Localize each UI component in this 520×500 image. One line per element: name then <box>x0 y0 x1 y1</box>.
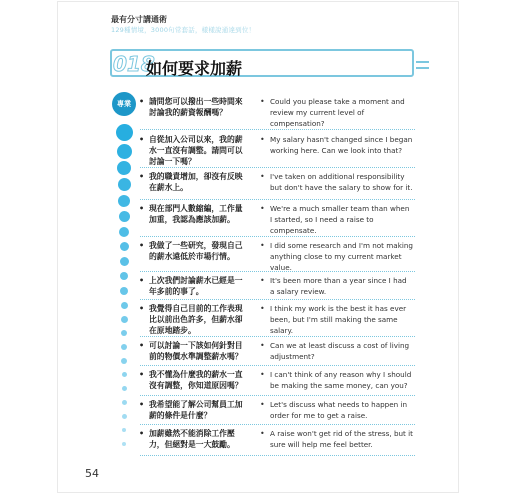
bullet: • <box>260 204 265 213</box>
decorative-dot <box>122 400 127 405</box>
phrase-chinese <box>140 134 244 167</box>
phrase-english-text: My salary hasn't changed since I began working here. Can we look into that? <box>270 135 413 155</box>
phrase-chinese-text: 可以討論一下該如何針對目前的物價水準調整薪水嗎？ <box>149 341 243 361</box>
phrase-english-text: We're a much smaller team than when I started, so I need a raise to compensate. <box>270 204 410 235</box>
phrase-english-text: Let's discuss what needs to happen in order for me to get a raise. <box>270 400 408 420</box>
page-number: 54 <box>85 467 99 480</box>
phrase-english <box>261 240 413 273</box>
decorative-dot <box>121 358 127 364</box>
phrase-chinese-text: 現在部門人數縮編，工作量加重，我認為應該加薪。 <box>149 204 243 224</box>
phrase-english-text: A raise won't get rid of the stress, but it sure will help me feel better. <box>270 429 413 449</box>
phrase-row <box>140 240 415 272</box>
phrase-english-text: It's been more than a year since I had a salary review. <box>270 276 407 296</box>
bullet: • <box>260 276 265 285</box>
phrase-row <box>140 399 415 425</box>
phrase-chinese <box>140 275 244 297</box>
bullet: • <box>260 241 265 250</box>
decorative-dot <box>119 211 130 222</box>
phrase-row <box>140 303 415 337</box>
phrase-chinese <box>140 96 244 118</box>
bullet: • <box>260 135 265 144</box>
phrase-chinese-text: 我做了一些研究，發現自己的薪水遠低於市場行情。 <box>149 241 243 261</box>
book-subtitle: 129種情境，3000句常套話，樣樣說通達到位！ <box>111 26 256 34</box>
decorative-dot <box>117 161 131 175</box>
phrase-chinese-text: 我的職責增加，卻沒有反映在薪水上。 <box>149 172 243 192</box>
decorative-dot <box>122 414 127 419</box>
bullet: • <box>139 400 145 409</box>
decorative-dot <box>116 124 133 141</box>
book-title: 最有分寸講通術 <box>111 15 167 24</box>
decorative-dot <box>121 302 128 309</box>
phrase-chinese <box>140 203 244 225</box>
bullet: • <box>260 97 265 106</box>
decorative-dot <box>120 272 128 280</box>
decorative-dot <box>121 330 127 336</box>
bullet: • <box>139 276 145 285</box>
phrase-chinese <box>140 303 244 336</box>
bullet: • <box>139 97 145 106</box>
bullet: • <box>139 341 145 350</box>
decorative-dot <box>120 257 129 266</box>
phrase-english <box>261 96 413 129</box>
bullet: • <box>260 341 265 350</box>
decorative-dot <box>118 195 130 207</box>
decorative-dot <box>122 428 126 432</box>
phrase-chinese-text: 加薪雖然不能消除工作壓力，但絕對是一大鼓勵。 <box>149 429 235 449</box>
bullet: • <box>139 429 145 438</box>
phrase-english-text: I've taken on additional responsibility but don't have the salary to show for it. <box>270 172 413 192</box>
bullet: • <box>260 370 265 379</box>
phrase-english <box>261 203 413 236</box>
phrase-english <box>261 369 413 391</box>
phrase-english <box>261 428 413 450</box>
bullet: • <box>139 370 145 379</box>
chapter-header-mark <box>416 61 429 69</box>
chapter-number: 018 <box>113 52 155 76</box>
bullet: • <box>139 204 145 213</box>
decorative-dot <box>119 227 129 237</box>
phrase-english <box>261 399 413 421</box>
decorative-dot <box>122 442 126 446</box>
decorative-dot <box>122 372 127 377</box>
phrase-row <box>140 340 415 366</box>
phrase-english-text: Could you please take a moment and review my current level of compensation? <box>270 97 405 128</box>
phrase-chinese-text: 我覺得自己目前的工作表現比以前出色許多，但薪水卻在原地踏步。 <box>149 304 243 335</box>
phrase-chinese-text: 我不懂為什麼我的薪水一直沒有調整，你知道原因嗎？ <box>149 370 243 390</box>
phrase-chinese-text: 自從加入公司以來，我的薪水一直沒有調整。請問可以討論一下嗎？ <box>149 135 243 166</box>
phrase-chinese-text: 我希望能了解公司幫員工加薪的條件是什麼？ <box>149 400 243 420</box>
phrase-english-text: I think my work is the best it has ever been, but I'm still making the same salary. <box>270 304 407 335</box>
phrase-english-text: I did some research and I'm not making anything close to my current market value. <box>270 241 413 272</box>
phrase-row <box>140 171 415 200</box>
phrase-row <box>140 275 415 300</box>
bullet: • <box>260 172 265 181</box>
phrase-chinese <box>140 171 244 193</box>
phrase-english-text: I can't think of any reason why I should be making the same money, can you? <box>270 370 412 390</box>
bullet: • <box>139 304 145 313</box>
phrase-english <box>261 275 413 297</box>
decorative-dot <box>120 287 128 295</box>
phrase-english <box>261 340 413 362</box>
phrase-row <box>140 203 415 237</box>
phrase-english <box>261 134 413 156</box>
phrase-chinese <box>140 240 244 262</box>
phrase-row <box>140 369 415 396</box>
phrase-english-text: Can we at least discuss a cost of living adjustment? <box>270 341 410 361</box>
decorative-dot <box>118 178 131 191</box>
decorative-dot <box>120 242 129 251</box>
phrase-english <box>261 303 413 336</box>
phrase-row <box>140 428 415 456</box>
phrase-english <box>261 171 413 193</box>
category-badge: 專業 <box>112 92 136 116</box>
bullet: • <box>139 241 145 250</box>
phrase-chinese <box>140 428 244 450</box>
bullet: • <box>260 304 265 313</box>
bullet: • <box>139 172 145 181</box>
phrase-row <box>140 134 415 168</box>
bullet: • <box>260 429 265 438</box>
phrase-chinese-text: 請問您可以撥出一些時間來討論我的薪資報酬嗎？ <box>149 97 243 117</box>
decorative-dot <box>117 144 132 159</box>
chapter-title: 如何要求加薪 <box>146 59 243 78</box>
decorative-dot <box>121 344 127 350</box>
phrase-chinese-text: 上次我們討論薪水已經是一年多前的事了。 <box>149 276 243 296</box>
phrase-chinese <box>140 369 244 391</box>
phrase-chinese <box>140 399 244 421</box>
decorative-dot <box>121 316 128 323</box>
phrase-chinese <box>140 340 244 362</box>
phrase-row <box>140 96 415 130</box>
bullet: • <box>139 135 145 144</box>
decorative-dot <box>122 386 127 391</box>
bullet: • <box>260 400 265 409</box>
